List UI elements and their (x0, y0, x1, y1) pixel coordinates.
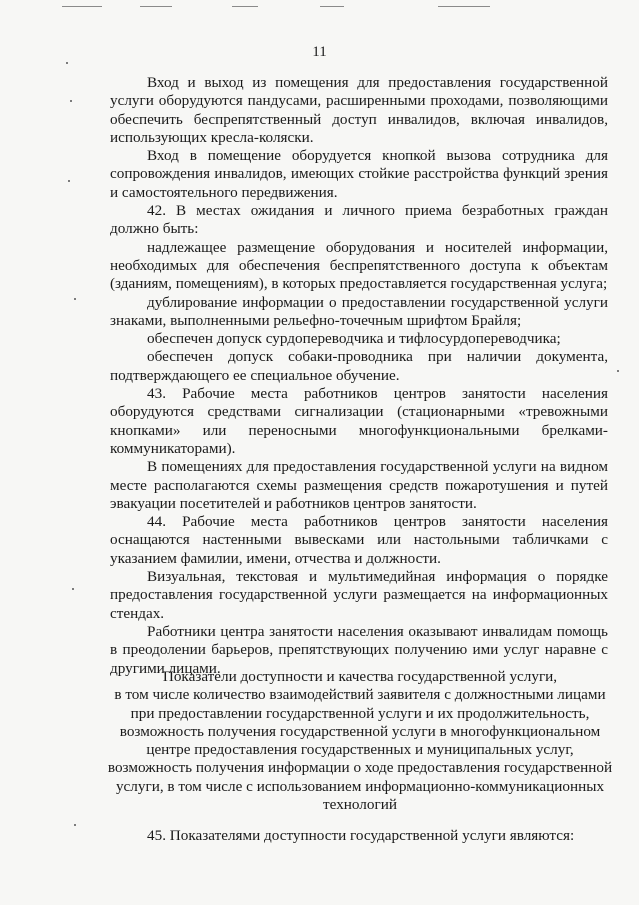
scan-speck (72, 588, 74, 590)
section-heading (100, 668, 620, 814)
scan-artifact-line (232, 6, 258, 7)
paragraph: Работники центра занятости населения оказывают инвалидам помощь в преодолении барьеров, препятствующих получению ими услуг наравне с другими лицами. (110, 622, 608, 677)
scan-speck (70, 100, 72, 102)
scan-speck (74, 298, 76, 300)
heading-line: Показатели доступности и качества государственной услуги, (162, 668, 558, 685)
scan-speck (617, 370, 619, 372)
scan-speck (66, 62, 68, 64)
heading-line: технологий (323, 796, 397, 814)
scan-speck (74, 824, 76, 826)
heading-line: при предоставлении государственной услуги и их продолжительность, (130, 704, 590, 722)
scan-speck (68, 180, 70, 182)
paragraph: 42. В местах ожидания и личного приема безработных граждан должно быть: (110, 202, 608, 238)
paragraph: Визуальная, текстовая и мультимедийная информация о порядке предоставления государственной услуги размещается на информационных стендах. (110, 568, 608, 622)
heading-line: центре предоставления государственных и муниципальных услуг, (146, 741, 574, 759)
paragraph: дублирование информации о предоставлении государственной услуги знаками, выполненными рельефно-точечным шрифтом Брайля; (110, 293, 608, 329)
page-number: 11 (312, 44, 327, 60)
scan-artifact-line (140, 6, 172, 7)
paragraph: обеспечен допуск собаки-проводника при наличии документа, подтверждающего ее специальное обучение. (110, 348, 608, 384)
heading-line: возможность получения государственной услуги в многофункциональном (119, 722, 601, 740)
scan-artifact-line (320, 6, 344, 7)
heading-line: в том числе количество взаимодействий заявителя с должностными лицами (114, 686, 606, 704)
scan-artifact-line (62, 6, 102, 7)
paragraph: надлежащее размещение оборудования и носителей информации, необходимых для обеспечения беспрепятственного доступа к объектам (зданиям, помещениям), в которых предоставляется государственная услуга; (110, 238, 608, 293)
closing-paragraph: 45. Показателями доступности государственной услуги являются: (147, 827, 575, 844)
heading-line: услуги, в том числе с использованием информационно-коммуникационных (115, 777, 605, 795)
paragraph: 44. Рабочие места работников центров занятости населения оснащаются настенными вывесками или настольными табличками с указанием фамилии, имени, отчества и должности. (110, 513, 608, 567)
scan-artifact-line (438, 6, 490, 7)
paragraph: В помещениях для предоставления государственной услуги на видном месте располагаются схемы размещения средств пожаротушения и путей эвакуации посетителей и работников центров занятости. (110, 458, 608, 512)
paragraph: Вход в помещение оборудуется кнопкой вызова сотрудника для сопровождения инвалидов, имеющих стойкие расстройства функций зрения и самостоятельного передвижения. (110, 147, 608, 201)
paragraph: 43. Рабочие места работников центров занятости населения оборудуются средствами сигнализации (стационарными «тревожными кнопками» или переносными многофункциональными брелками-коммуникаторами). (110, 385, 608, 457)
paragraph: обеспечен допуск сурдопереводчика и тифлосурдопереводчика; (147, 330, 561, 348)
heading-line: возможность получения информации о ходе предоставления государственной (107, 759, 613, 777)
paragraph: Вход и выход из помещения для предоставления государственной услуги оборудуются пандусами, расширенными проходами, позволяющими обеспечить беспрепятственный доступ инвалидов, включая инвалидов, использующих кресла-коляски. (110, 74, 608, 146)
document-body (110, 74, 608, 678)
